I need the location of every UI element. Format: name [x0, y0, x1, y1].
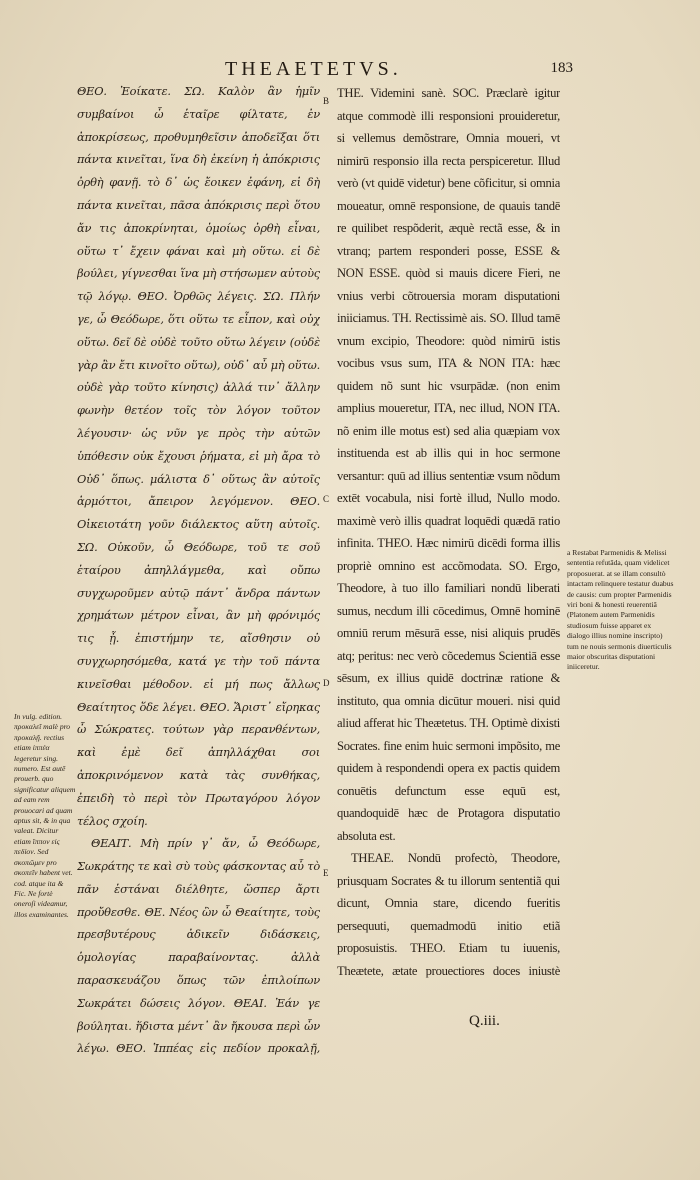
greek-paragraph: ΘΕΟ. Ἐοίκατε. ΣΩ. Καλὸν ἂν ἡμῖν συμβαίνοι ὦ ἑταῖρε φίλτατε, ἐν ἀποκρίσεως, προθυμηθεῖσιν ἀποδεῖξαι ὅτι πάντα κινεῖται, ἵνα δὴ ἐκείνη ἡ ἀπόκρισις ὀρθὴ φανῇ. τὸ δ᾽ ὡς ἔοικεν ἐφάνη, εἰ δὴ πάντα κινεῖται, πᾶσα ἀπόκρισις περὶ ὅτου ἄν τις ἀποκρίνηται, ὁμοίως ὀρθὴ εἶναι, οὕτω τ᾽ ἔχειν φάναι καὶ μὴ οὕτω. εἰ δὲ βούλει, γίγνεσθαι ἵνα μὴ στήσωμεν αὐτοὺς τῷ λόγῳ. ΘΕΟ. Ὀρθῶς λέγεις. ΣΩ. Πλήν γε, ὦ Θεόδωρε, ὅτι οὕτω τε εἶπον, καὶ οὐχ οὕτω. δεῖ δὲ οὐδὲ τοῦτο οὕτω λέγειν (οὐδὲ γὰρ ἂν ἔτι κινοῖτο οὕτω), οὐδ᾽ αὖ μὴ οὕτω. οὐδὲ γὰρ τοῦτο κίνησις) ἀλλά τιν᾽ ἄλλην φωνὴν θετέον τοῖς τὸν λόγον τοῦτον λέγουσιν· ὡς νῦν γε πρὸς τὴν αὑτῶν ὑπόθεσιν οὐκ ἔχουσι ῥήματα, εἰ μὴ ἄρα τὸ Οὐδ᾽ ὅπως. μάλιστα δ᾽ οὕτως ἂν αὐτοῖς ἁρμόττοι, ἄπειρον λεγόμενον. ΘΕΟ. Οἰκειοτάτη γοῦν διάλεκτος αὕτη αὐτοῖς. ΣΩ. Οὐκοῦν, ὦ Θεόδωρε, τοῦ τε σοῦ ἑταίρου ἀπηλλάγμεθα, καὶ οὔπω συγχωροῦμεν αὐτῷ πάντ᾽ ἄνδρα πάντων χρημάτων μέτρον εἶναι, ἂν μὴ φρόνιμός τις ᾖ. ἐπιστήμην τε, αἴσθησιν οὐ συγχωρησόμεθα, κατά γε τὴν τοῦ πάντα κινεῖσθαι μέθοδον. εἰ μή πως ἄλλως Θεαίτητος ὅδε λέγει. ΘΕΟ. Ἄριστ᾽ εἴρηκας ὦ Σώκρατες. τούτων γὰρ περανθέντων, καὶ ἐμὲ δεῖ ἀπηλλάχθαι σοι ἀποκρινόμενον κατὰ τὰς συνθήκας, ἐπειδὴ τὸ περὶ τὸν Πρωταγόρου λόγον τέλος σχοίη. — [77, 84, 320, 828]
section-marker-b: B — [323, 96, 330, 106]
running-title: THEAETETVS. — [225, 58, 402, 80]
page-number: 183 — [550, 60, 573, 76]
latin-paragraph: THE. Videmini sanè. SOC. Præclarè igitur atque commodè illi responsioni prouideretur, si vellemus demõstrare, Omnia moueri, vt nimirū responsio illa recta perspiceretur. Illud verò (vt quidē videtur) bene cõficitur, si omnia moueatur, omnē responsione, de quauis tandē re quilibet respõderit, æquè rectã esse, & in vtranq; partem responderi posse, ESSE & NON ESSE. quòd si mauis dicere Fieri, ne vnius verbi cõtrouersia moram disputationi iniiciamus. TH. Rectissimè ais. SO. Illud tamē vnum excipio, Theodore: quòd nimirū istis vocibus vsus sum, ITA & NON ITA: hæc quidem nõ sunt hic vsurpādæ. (non enim amplius moueretur, ITA, nec illud, NON ITA. nõ enim ille motus est) sed alia quæpiam vox instituenda est ab illis qui in hoc sermone versantur: quū ad illius sententiæ vsum nõdum extēt vocabula, nisi fortè illud, Nullo modo. maximè verò illis quadrat loquēdi quædā ratio infinita. THEO. Hæc nimirū dicēdi forma illis propriè omnino est accõmodata. SO. Ergo, Theodore, à tuo illo familiari nondū liberati sumus, necdum illi cōcedimus, Omnē hominē omniū rerum mēsurā esse, nisi aliquis prudēs atq; peritus: nec verò cõcedemus Scientiā esse sēsum, ex illius quidē doctrinæ ratione & instituto, qua omnia dicūtur moueri. nisi quid aliud afferat hic Theætetus. TH. Optimè dixisti Socrates. fine enim huic sermoni impõsito, me quidem à respondendi opera ex pactis quidem conuētis defunctum esse equū est, quandoquidē hæc de Protagora disputatio absoluta est. — [337, 86, 560, 843]
latin-text-column — [337, 82, 560, 982]
latin-paragraph: THEAE. Nondū profectò, Theodore, priusquam Socrates & tu illorum sententiã qui dicunt, Omnia stare, dicendo fueritis persequuti, quemadmodū initio etiã proposuistis. THEO. Etiam tu iuuenis, Theætete, ætate prouectiores doces iniustè — [337, 851, 560, 978]
signature-mark: Q.iii. — [469, 1013, 500, 1029]
section-marker-e: E — [323, 868, 329, 878]
section-marker-c: C — [323, 494, 330, 504]
greek-paragraph: ΘΕΑΙΤ. Μὴ πρίν γ᾽ ἄν, ὦ Θεόδωρε, Σωκράτης τε καὶ σὺ τοὺς φάσκοντας αὖ τὸ πᾶν ἑστάναι διέλθητε, ὥσπερ ἄρτι προὔθεσθε. ΘΕ. Νέος ὢν ὦ Θεαίτητε, τοὺς πρεσβυτέρους ἀδικεῖν διδάσκεις, ὁμολογίας παραβαίνοντας. ἀλλὰ παρασκευάζου ὅπως τῶν ἐπιλοίπων Σωκράτει δώσεις λόγον. ΘΕΑΙ. Ἐάν γε βούληται. ἥδιστα μέντ᾽ ἂν ἤκουσα περὶ ὧν λέγω. ΘΕΟ. Ἱππέας εἰς πεδίον προκαλῇ, — [77, 836, 320, 1055]
greek-text-column — [77, 80, 320, 1055]
section-marker-d: D — [323, 678, 330, 688]
right-margin-note: a Restabat Parmenidis & Melissi sententia refutāda, quam videlicet proposuerat. at se illam consultò intactam relinquere testatur duabus de causis: cum propter Parmenidis viri boni & honesti reuerentiã (Platonem autem Parmenidis studiosum fuisse apparet ex dialogo illius nomine inscripto) tum ne nouis sermonis diuerticulis maior obscuritas disputationi iniiceretur. — [567, 548, 674, 672]
left-margin-note: In vulg. edition. προκαλεῖ malè pro προκαλῇ. rectius etiam ἱππέα legeretur sing. numero. Est autē prouerb. quo significatur aliquem ad eam rem prouocari ad quam aptus sit, & in qua valeat. Dicitur etiam ἵππον εἰς πεδίον. Sed σκοπῶμεν pro σκοπεῖν habent vet. cod. atque ita & Fic. Ne fortè oneroſi videamur, illos examinantes. — [14, 712, 76, 919]
